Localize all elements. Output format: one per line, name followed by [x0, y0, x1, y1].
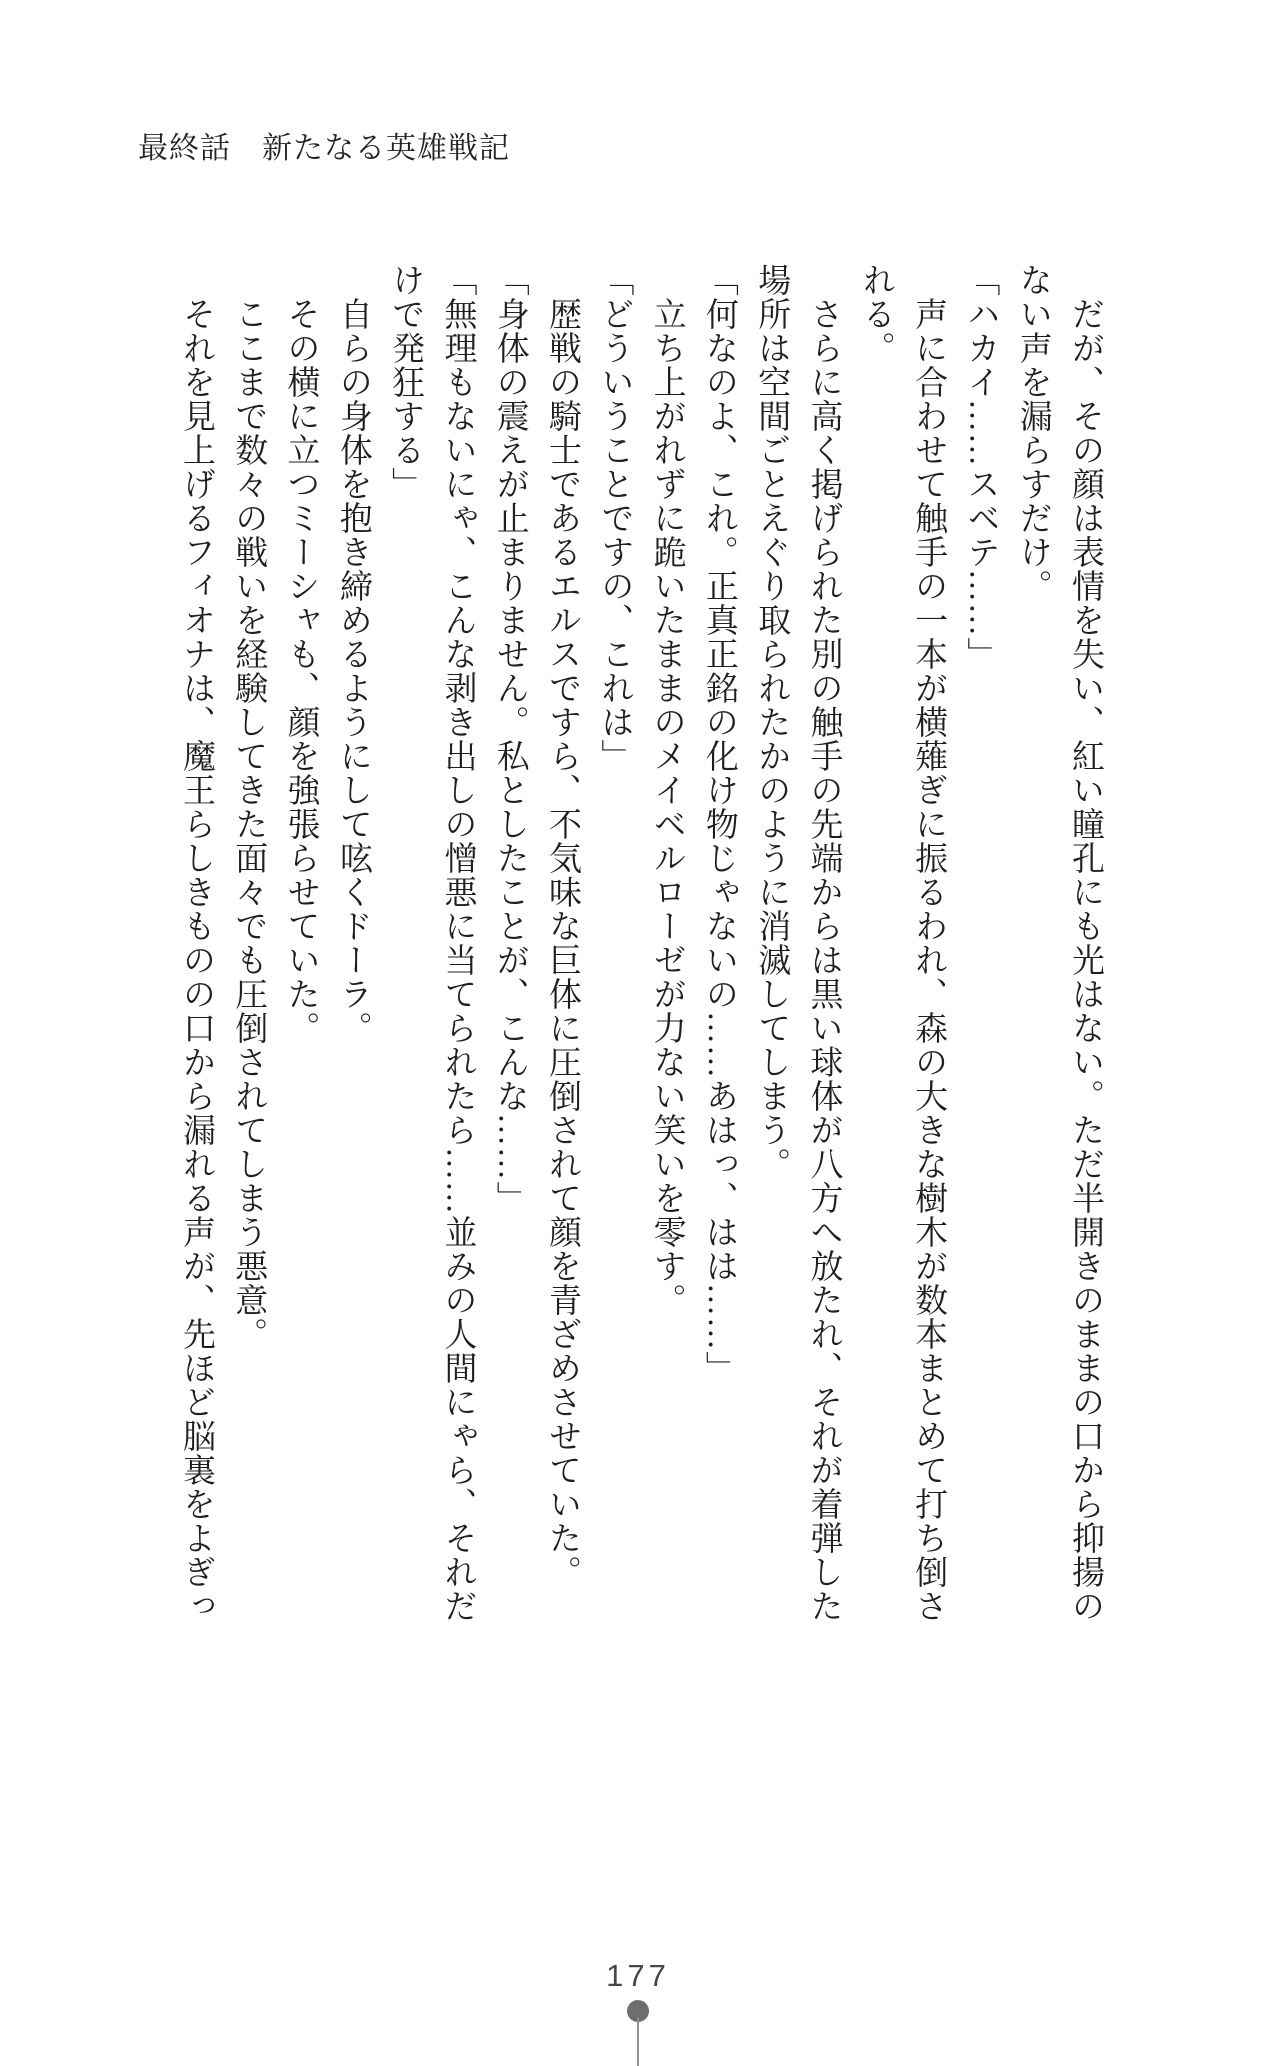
text-line: 場所は空間ごとえぐり取られたかのように消滅してしまう。: [753, 263, 790, 1181]
text-line: けで発狂する」: [387, 263, 424, 501]
text-line: 「無理もないにゃ、こんな剥き出しの憎悪に当てられたら……並みの人間にゃら、それだ: [439, 263, 476, 1623]
text-line: 自らの身体を抱き締めるようにして呟くドーラ。: [334, 297, 371, 1045]
text-line: 「身体の震えが止まりません。私としたことが、こんな……」: [491, 263, 528, 1215]
text-line: だが、その顔は表情を失い、紅い瞳孔にも光はない。ただ半開きのままの口から抑揚の: [1067, 297, 1103, 1623]
text-line: 立ち上がれずに跪いたままのメイベルローゼが力ない笑いを零す。: [648, 297, 685, 1317]
text-line: ここまで数々の戦いを経験してきた面々でも圧倒されてしまう悪意。: [230, 297, 267, 1351]
chapter-header: 最終話 新たなる英雄戦記: [138, 132, 510, 165]
text-line: 歴戦の騎士であるエルスですら、不気味な巨体に圧倒されて顔を青ざめさせていた。: [544, 297, 581, 1589]
text-line: それを見上げるフィオナは、魔王らしきものの口から漏れる声が、先ほど脳裏をよぎっ: [177, 297, 214, 1623]
text-line: その横に立つミーシャも、顔を強張らせていた。: [282, 297, 319, 1045]
page-number: 177: [606, 1958, 670, 1993]
text-line: れる。: [857, 263, 894, 365]
text-line: ない声を漏らすだけ。: [1014, 263, 1051, 603]
text-line: 声に合わせて触手の一本が横薙ぎに振るわれ、森の大きな樹木が数本まとめて打ち倒さ: [910, 297, 947, 1623]
text-line: 「どういうことですの、これは」: [596, 263, 633, 773]
footer-stem-line: [637, 2018, 639, 2066]
text-line: 「ハカイ……スベテ……」: [962, 263, 999, 671]
text-line: さらに高く掲げられた別の触手の先端からは黒い球体が八方へ放たれ、それが着弾した: [805, 297, 842, 1623]
text-line: 「何なのよ、これ。正真正銘の化け物じゃないの……あはっ、はは……」: [700, 263, 737, 1385]
vertical-text-block: [169, 263, 1111, 1638]
